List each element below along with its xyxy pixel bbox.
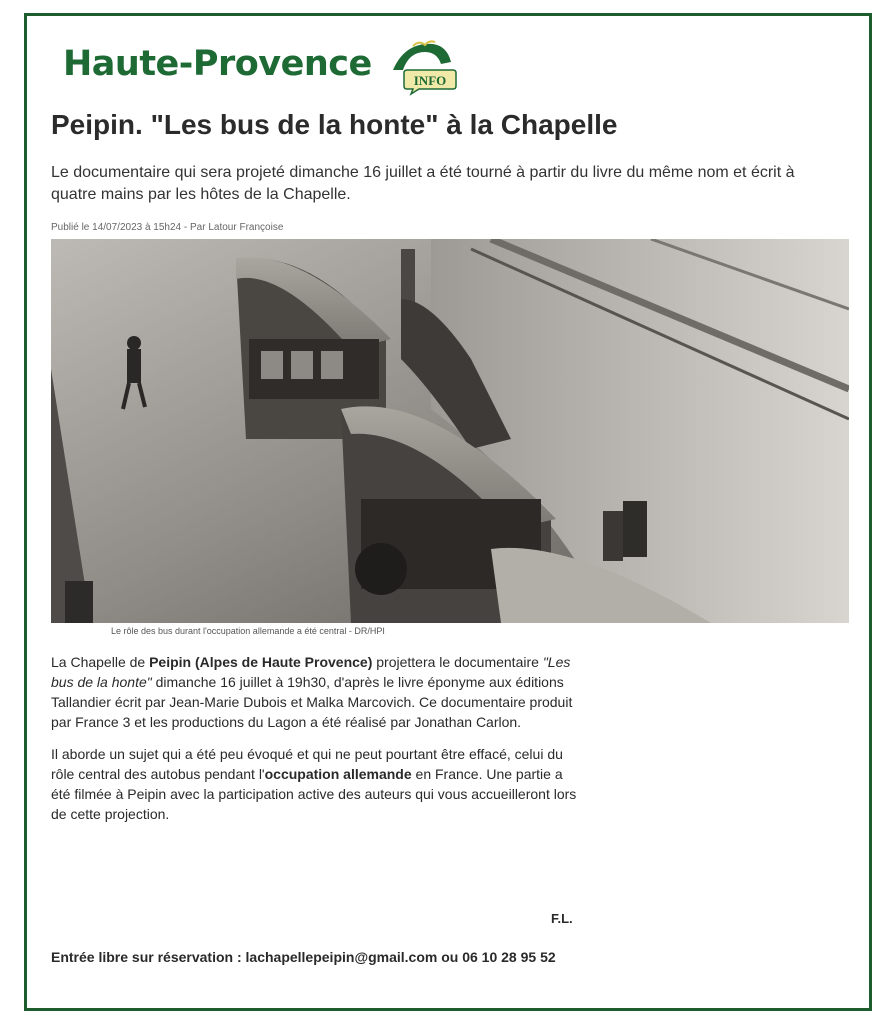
- article-byline: Publié le 14/07/2023 à 15h24 - Par Latour Françoise: [51, 222, 284, 233]
- site-logo[interactable]: [63, 28, 453, 98]
- article-photo: [51, 239, 849, 623]
- body-text: Il aborde un sujet qui a été peu évoqué et qui ne peut pourtant être effacé, celui du rôle central des autobus pendant l': [51, 746, 563, 782]
- body-text: projettera le documentaire: [372, 654, 543, 670]
- body-bold-text: Peipin (Alpes de Haute Provence): [149, 654, 373, 670]
- article-lede: Le documentaire qui sera projeté dimanche 16 juillet a été tourné à partir du livre du même nom et écrit à quatre mains par les hôtes de la Chapelle.: [51, 164, 795, 203]
- body-italic-text: "Les bus de la honte": [51, 654, 571, 690]
- author-signature: F.L.: [551, 911, 573, 926]
- logo-wordmark: Haute-Provence: [63, 44, 372, 84]
- logo-info-badge-icon: [385, 36, 457, 96]
- body-paragraph-1: [51, 652, 581, 732]
- reservation-contact: Entrée libre sur réservation : lachapellepeipin@gmail.com ou 06 10 28 95 52: [51, 949, 556, 965]
- body-paragraph-2: [51, 744, 581, 824]
- article-title: Peipin. "Les bus de la honte" à la Chapelle: [51, 109, 618, 140]
- article-body: [51, 652, 581, 836]
- body-text: La Chapelle de: [51, 654, 150, 670]
- body-text: dimanche 16 juillet à 19h30, d'après le livre éponyme aux éditions Tallandier écrit par Jean-Marie Dubois et Malka Marcovich. Ce documentaire produit par France 3 et les productions du Lagon a été réalisé par Jonathan Carlon.: [51, 674, 573, 730]
- body-bold-text: occupation allemande: [264, 766, 412, 782]
- photo-caption: Le rôle des bus durant l'occupation allemande a été central - DR/HPI: [111, 626, 385, 636]
- body-text: en France. Une partie a été filmée à Peipin avec la participation active des auteurs qui vous accueilleront lors de cette projection.: [51, 766, 577, 822]
- bus-street-photo: [51, 239, 849, 623]
- article-frame: [24, 13, 872, 1011]
- logo-badge-text: INFO: [413, 73, 447, 88]
